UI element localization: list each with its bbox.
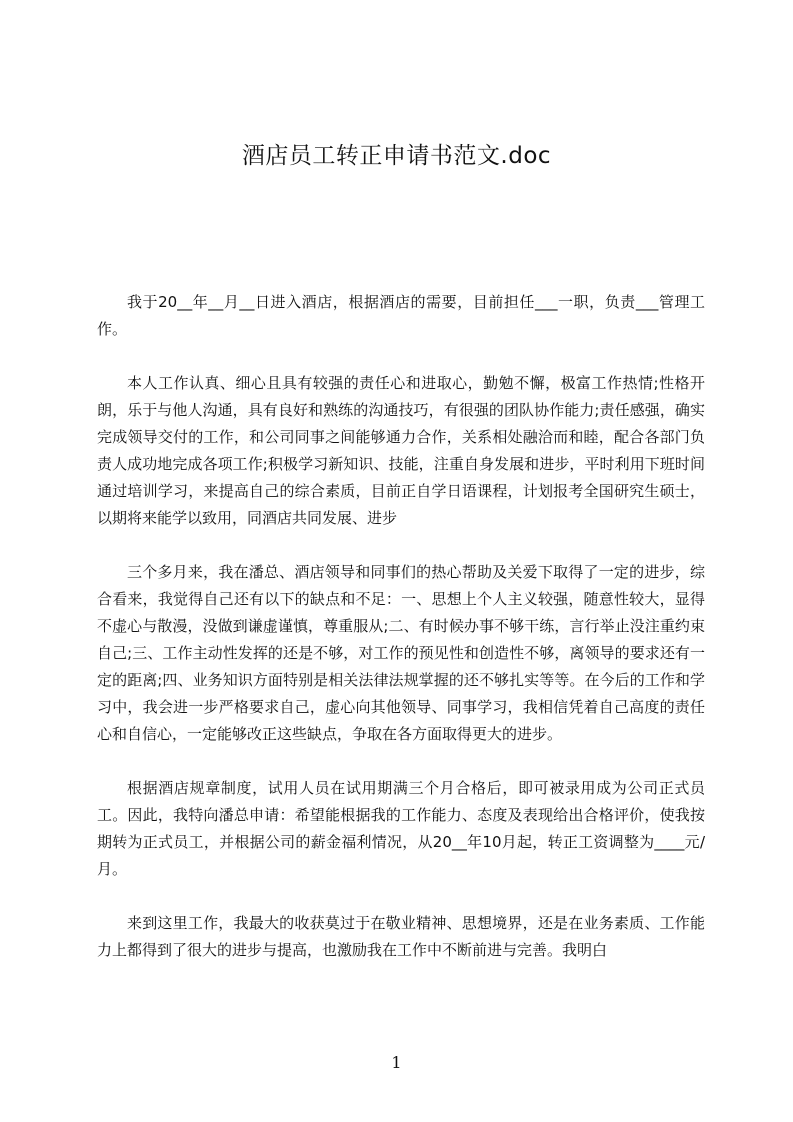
paragraph-strengths: 本人工作认真、细心且具有较强的责任心和进取心，勤勉不懈，极富工作热情;性格开朗，乐于与他人沟通，具有良好和熟练的沟通技巧，有很强的团队协作能力;责任感强，确实完成领导交付的工作，和公司同事之间能够通力合作，关系相处融洽而和睦，配合各部门负责人成功地完成各项工作;积极学习新知识、技能，注重自身发展和进步，平时利用下班时间通过培训学习，来提高自己的综合素质，目前正自学日语课程，计划报考全国研究生硕士，以期将来能学以致用，同酒店共同发展、进步 bbox=[97, 374, 705, 527]
document-title: 酒店员工转正申请书范文.doc bbox=[241, 143, 552, 169]
paragraph-gains: 来到这里工作，我最大的收获莫过于在敬业精神、思想境界，还是在业务素质、工作能力上都得到了很大的进步与提高，也激励我在工作中不断前进与完善。我明白 bbox=[97, 914, 705, 959]
paragraph-application: 根据酒店规章制度，试用人员在试用期满三个月合格后，即可被录用成为公司正式员工。因此，我特向潘总申请：希望能根据我的工作能力、态度及表现给出合格评价，使我按期转为正式员工，并根据公司的薪金福利情况，从20__年10月起，转正工资调整为____元/月。 bbox=[97, 779, 705, 878]
paragraph-appointment: 我于20__年__月__日进入酒店，根据酒店的需要，目前担任___一职，负责___管理工作。 bbox=[97, 293, 705, 338]
paragraph-shortcomings: 三个多月来，我在潘总、酒店领导和同事们的热心帮助及关爱下取得了一定的进步，综合看来，我觉得自己还有以下的缺点和不足：一、思想上个人主义较强，随意性较大，显得不虚心与散漫，没做到谦虚谨慎，尊重服从;二、有时候办事不够干练，言行举止没注重约束自己;三、工作主动性发挥的还是不够，对工作的预见性和创造性不够，离领导的要求还有一定的距离;四、业务知识方面特别是相关法律法规掌握的还不够扎实等等。在今后的工作和学习中，我会进一步严格要求自己，虚心向其他领导、同事学习，我相信凭着自己高度的责任心和自信心，一定能够改正这些缺点，争取在各方面取得更大的进步。 bbox=[97, 563, 705, 743]
page-number: 1 bbox=[391, 1053, 402, 1072]
document-body bbox=[97, 289, 705, 991]
